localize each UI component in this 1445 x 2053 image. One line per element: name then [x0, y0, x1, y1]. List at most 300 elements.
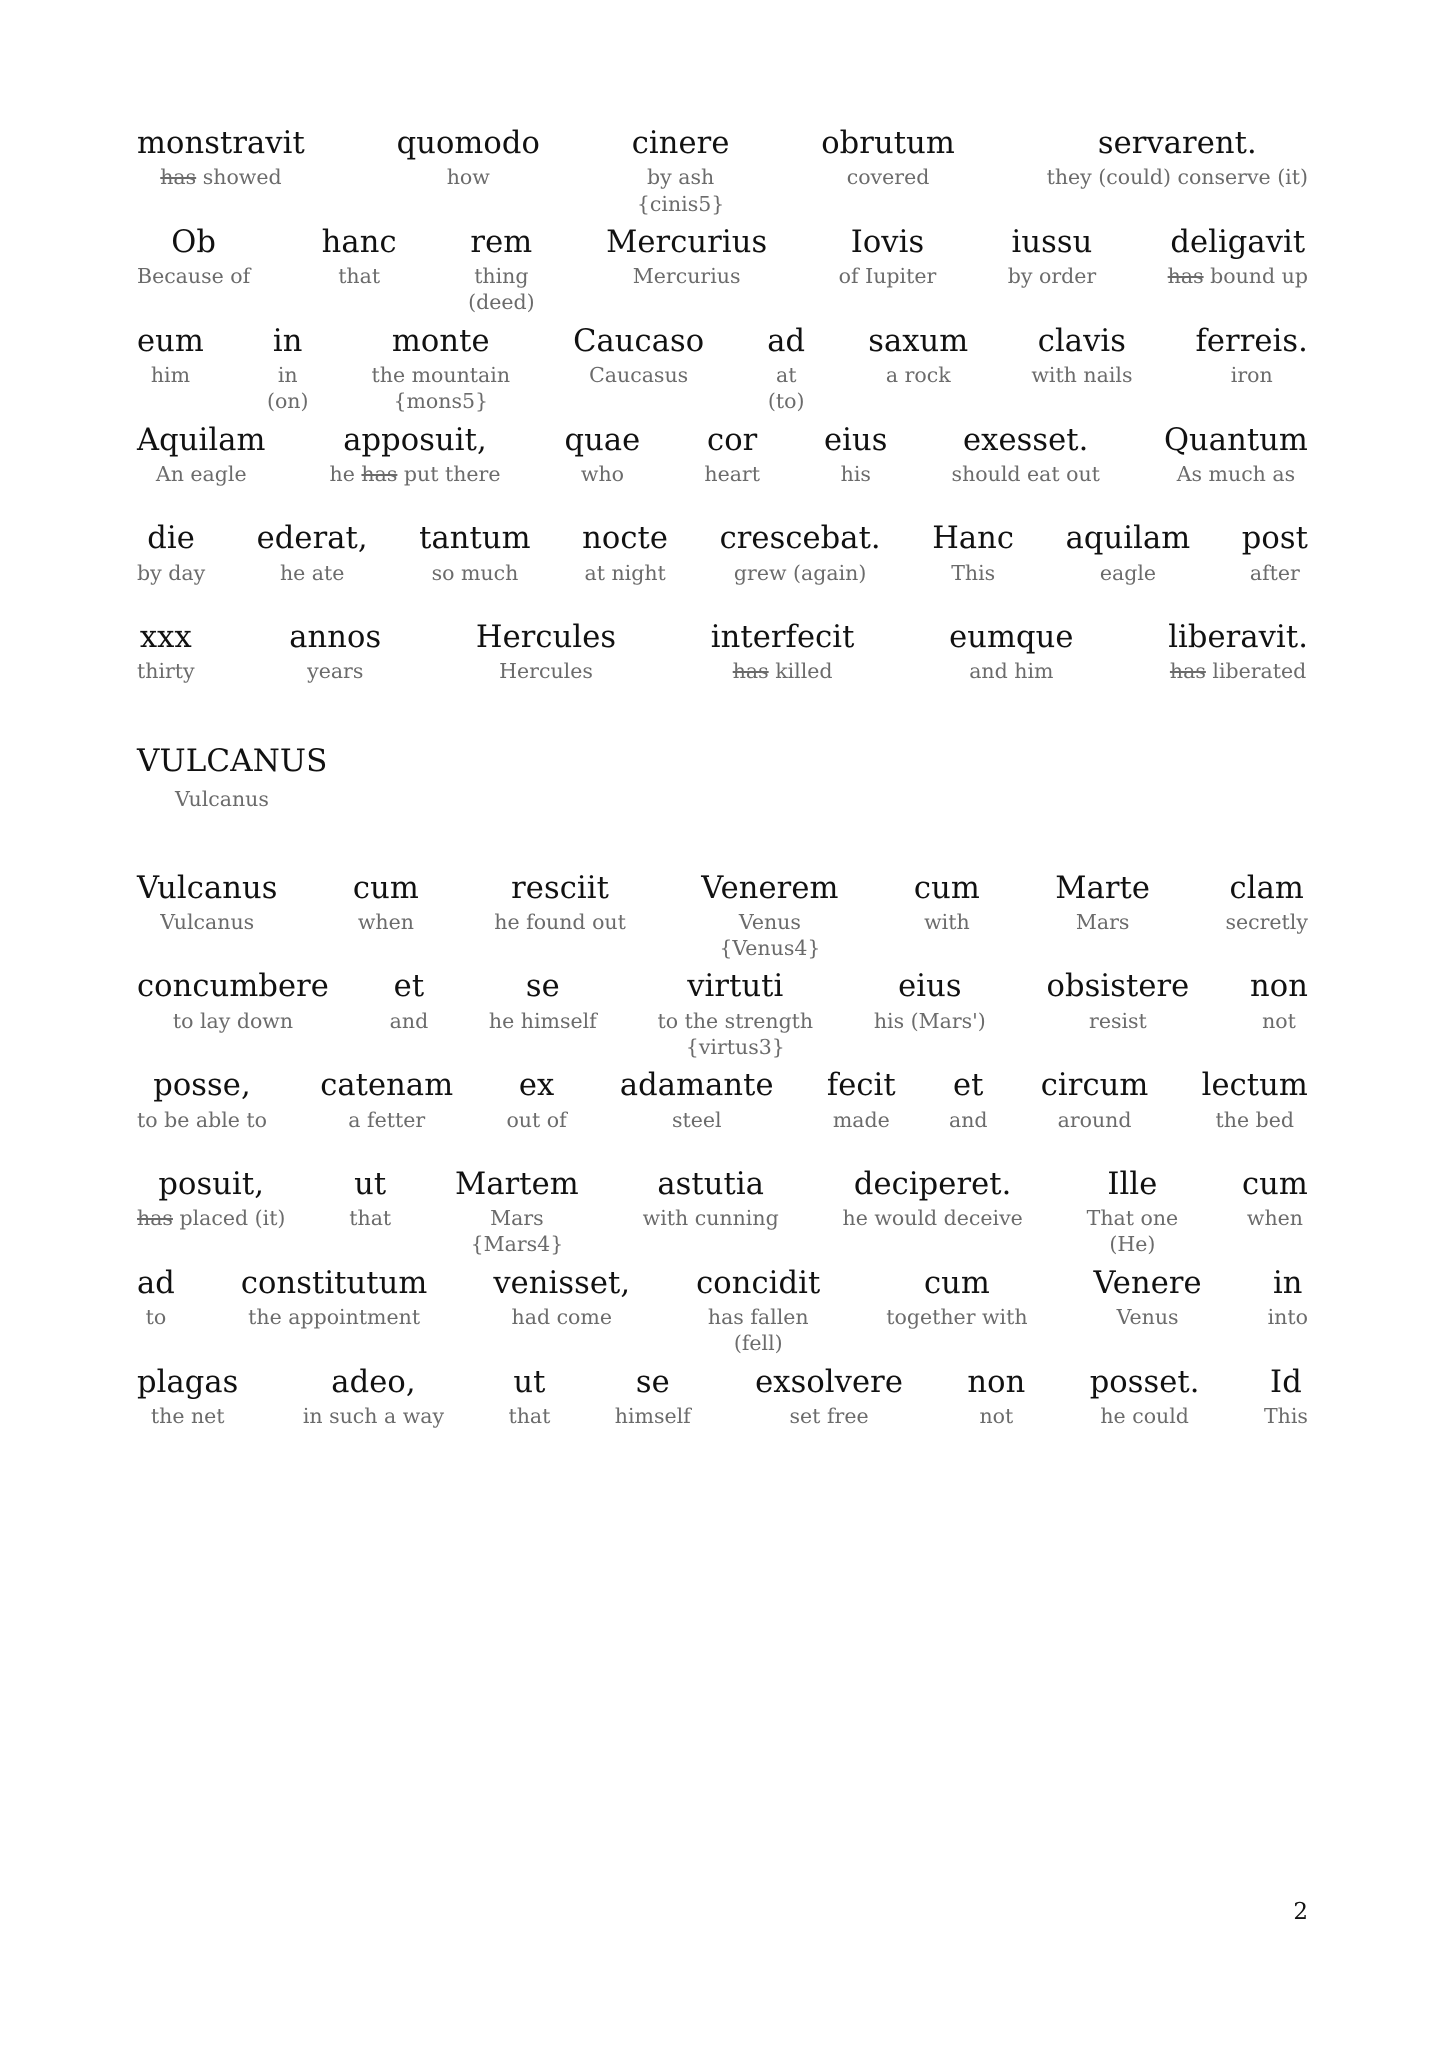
word-gloss-pair	[886, 1266, 1027, 1331]
latin-word: lectum	[1201, 1068, 1308, 1104]
gloss-secondary-line: {Mars4}	[470, 1232, 564, 1257]
word-gloss-pair	[372, 324, 511, 415]
gloss-text: Venus	[738, 909, 801, 934]
gloss-text: to be able to	[137, 1107, 267, 1132]
section-heading-latin: VULCANUS	[137, 743, 328, 780]
latin-word: Mercurius	[606, 224, 768, 260]
gloss-line	[733, 658, 833, 684]
gloss-text: in such a way	[302, 1403, 445, 1428]
gloss-text: the appointment	[248, 1305, 421, 1330]
gloss-text: Hercules	[499, 659, 593, 684]
gloss-line	[633, 263, 741, 289]
latin-word: eum	[137, 323, 204, 359]
latin-word: cum	[352, 870, 419, 906]
gloss-text: and	[948, 1107, 988, 1132]
gloss-text: grew (again)	[733, 560, 867, 585]
gloss-text: years	[307, 659, 364, 684]
gloss-line	[790, 1403, 869, 1429]
gloss-text: when	[1246, 1206, 1304, 1231]
gloss-line	[348, 1107, 425, 1133]
word-gloss-pair	[701, 871, 838, 962]
latin-word: eius	[824, 422, 888, 458]
gloss-line	[303, 1403, 444, 1429]
gloss-line	[1100, 560, 1156, 586]
gloss-line	[137, 1205, 285, 1231]
gloss-line	[1262, 1008, 1296, 1034]
interlinear-line	[137, 969, 1308, 1060]
gloss-line	[886, 362, 951, 388]
latin-word: Hanc	[932, 521, 1015, 557]
latin-word: catenam	[320, 1068, 454, 1104]
word-gloss-pair	[489, 969, 597, 1034]
latin-word: xxx	[139, 619, 192, 655]
word-gloss-pair	[390, 969, 429, 1034]
word-gloss-pair	[419, 521, 531, 586]
gloss-text: who	[580, 461, 624, 486]
gloss-text: heart	[704, 461, 760, 486]
gloss-secondary-line: (fell)	[733, 1331, 783, 1356]
word-gloss-pair	[573, 324, 704, 389]
word-gloss-pair	[137, 969, 329, 1034]
latin-word: nocte	[582, 521, 669, 557]
word-gloss-pair	[582, 521, 668, 586]
latin-word: hanc	[321, 224, 397, 260]
gloss-text: the mountain	[371, 363, 511, 388]
gloss-text: had come	[511, 1305, 612, 1330]
latin-word: Caucaso	[573, 323, 705, 359]
word-gloss-pair	[657, 969, 813, 1060]
word-gloss-pair	[508, 1365, 550, 1430]
latin-word: in	[272, 323, 303, 359]
latin-word: Hercules	[475, 619, 617, 655]
word-gloss-pair	[257, 521, 368, 586]
interlinear-line	[137, 423, 1308, 488]
latin-word: die	[147, 521, 195, 557]
latin-word: posse,	[153, 1068, 251, 1104]
gloss-line	[708, 1304, 809, 1330]
gloss-line	[499, 658, 593, 684]
interlinear-line	[137, 871, 1308, 962]
word-gloss-pair	[952, 423, 1100, 488]
latin-word: concumbere	[137, 969, 329, 1005]
word-gloss-pair	[914, 871, 980, 936]
word-gloss-pair	[696, 1266, 820, 1357]
latin-word: ferreis.	[1195, 323, 1308, 359]
gloss-line	[952, 461, 1100, 487]
word-gloss-pair	[137, 1068, 267, 1133]
latin-word: Venere	[1093, 1265, 1202, 1301]
latin-word: eius	[898, 969, 962, 1005]
gloss-struck-word: has	[160, 165, 197, 190]
latin-word: ut	[513, 1364, 546, 1400]
gloss-text: his (Mars')	[873, 1008, 986, 1033]
gloss-text: how	[446, 165, 490, 190]
gloss-text: he could	[1100, 1403, 1189, 1428]
word-gloss-pair	[137, 423, 266, 488]
word-gloss-pair	[711, 620, 855, 685]
latin-word: quomodo	[396, 126, 540, 161]
gloss-line	[1089, 1008, 1147, 1034]
word-gloss-pair	[322, 225, 397, 290]
word-gloss-pair	[494, 871, 626, 936]
word-gloss-pair	[949, 1068, 988, 1133]
latin-word: non	[1250, 969, 1308, 1005]
latin-word: apposuit,	[343, 422, 487, 458]
latin-word: tantum	[419, 521, 531, 557]
word-gloss-pair	[868, 324, 968, 389]
gloss-line	[278, 362, 298, 388]
gloss-line	[951, 560, 995, 586]
gloss-text: This	[1263, 1403, 1308, 1428]
gloss-text: not	[1262, 1008, 1296, 1033]
gloss-text: that	[508, 1403, 551, 1428]
word-gloss-pair	[137, 620, 195, 685]
vertical-spacer	[137, 594, 1308, 620]
gloss-text: An eagle	[155, 461, 247, 486]
word-gloss-pair	[289, 620, 381, 685]
word-gloss-pair	[620, 1068, 774, 1133]
gloss-line	[330, 461, 501, 487]
word-gloss-pair	[353, 871, 419, 936]
latin-word: crescebat.	[719, 521, 881, 557]
gloss-line	[1247, 1205, 1303, 1231]
word-gloss-pair	[1087, 1167, 1179, 1258]
gloss-text: he found out	[494, 909, 626, 934]
word-gloss-pair	[1041, 1068, 1149, 1133]
gloss-text: thing	[474, 264, 529, 289]
word-gloss-pair	[843, 1167, 1023, 1232]
word-gloss-pair	[397, 126, 540, 191]
gloss-line	[1264, 1403, 1308, 1429]
gloss-line	[280, 560, 344, 586]
word-gloss-pair	[137, 871, 277, 936]
latin-word: posuit,	[158, 1166, 265, 1202]
gloss-line	[447, 164, 490, 190]
interlinear-text-body	[137, 126, 1308, 1429]
gloss-text: himself	[614, 1403, 691, 1428]
word-gloss-pair	[839, 225, 937, 290]
interlinear-line	[137, 324, 1308, 415]
latin-word: post	[1241, 521, 1308, 557]
word-gloss-pair	[1196, 324, 1308, 389]
word-gloss-pair	[1250, 969, 1308, 1034]
word-gloss-pair	[455, 1167, 579, 1258]
gloss-secondary-line: {Venus4}	[719, 936, 821, 961]
latin-word: Ob	[171, 224, 216, 260]
gloss-text: in	[277, 363, 298, 388]
word-gloss-pair	[1168, 620, 1308, 685]
gloss-prefix: he	[329, 461, 355, 486]
latin-word: cum	[923, 1265, 990, 1301]
gloss-text: that	[349, 1206, 392, 1231]
latin-word: exesset.	[963, 422, 1089, 458]
word-gloss-pair	[606, 225, 767, 290]
gloss-struck-word: has	[1167, 264, 1204, 289]
gloss-line	[1170, 658, 1306, 684]
gloss-text: after	[1249, 560, 1300, 585]
latin-word: Martem	[455, 1166, 579, 1202]
gloss-line	[1100, 1403, 1189, 1429]
word-gloss-pair	[137, 1167, 285, 1232]
gloss-text: killed	[775, 659, 833, 684]
latin-word: ut	[354, 1166, 387, 1202]
word-gloss-pair	[137, 225, 250, 290]
gloss-struck-word: has	[137, 1206, 173, 1231]
gloss-secondary-line: {mons5}	[393, 389, 489, 414]
word-gloss-pair	[241, 1266, 428, 1331]
gloss-text: out of	[506, 1107, 567, 1132]
latin-word: Iovis	[850, 224, 925, 260]
gloss-text: As much as	[1176, 461, 1296, 486]
latin-word: constitutum	[240, 1265, 428, 1301]
gloss-line	[969, 658, 1053, 684]
gloss-text: steel	[671, 1107, 722, 1132]
gloss-line	[1117, 1304, 1179, 1330]
word-gloss-pair	[1242, 521, 1308, 586]
gloss-text: made	[832, 1107, 890, 1132]
latin-word: Venerem	[701, 870, 839, 906]
latin-word: Id	[1270, 1364, 1302, 1400]
word-gloss-pair	[1202, 1068, 1308, 1133]
gloss-line	[372, 362, 511, 388]
gloss-line	[1076, 909, 1130, 935]
word-gloss-pair	[824, 423, 888, 488]
gloss-line	[137, 658, 195, 684]
gloss-line	[1250, 560, 1300, 586]
latin-word: Quantum	[1163, 422, 1308, 458]
word-gloss-pair	[137, 1365, 238, 1430]
latin-word: obrutum	[821, 126, 955, 161]
gloss-text: they (could) conserve (it)	[1046, 165, 1308, 190]
gloss-text: with cunning	[642, 1206, 779, 1231]
gloss-text: into	[1267, 1305, 1308, 1330]
latin-word: quae	[564, 422, 641, 458]
gloss-line	[739, 909, 801, 935]
word-gloss-pair	[267, 324, 309, 415]
word-gloss-pair	[137, 126, 305, 191]
gloss-secondary-line: {cinis5}	[636, 191, 725, 216]
gloss-line	[843, 1205, 1023, 1231]
gloss-line	[151, 362, 190, 388]
gloss-text: and him	[969, 659, 1054, 684]
word-gloss-pair	[632, 126, 730, 217]
gloss-line	[432, 560, 519, 586]
gloss-line	[474, 263, 528, 289]
latin-word: fecit	[826, 1068, 896, 1104]
gloss-line	[833, 1107, 890, 1133]
gloss-text: at	[775, 363, 797, 388]
latin-word: astutia	[657, 1166, 764, 1202]
gloss-text: a fetter	[348, 1107, 426, 1132]
word-gloss-pair	[476, 620, 616, 685]
gloss-text: Mars	[490, 1206, 544, 1231]
latin-word: se	[635, 1364, 670, 1400]
gloss-line	[847, 164, 930, 190]
interlinear-line	[137, 1167, 1308, 1258]
latin-word: annos	[289, 619, 382, 655]
interlinear-line	[137, 1266, 1308, 1357]
word-gloss-pair	[137, 521, 205, 586]
gloss-line	[173, 1008, 293, 1034]
gloss-text: covered	[846, 165, 930, 190]
latin-word: se	[525, 969, 560, 1005]
gloss-line	[1177, 461, 1295, 487]
latin-word: monte	[391, 323, 490, 359]
gloss-text: eagle	[1099, 560, 1157, 585]
word-gloss-pair	[827, 1068, 896, 1133]
word-gloss-pair	[755, 1365, 903, 1430]
gloss-line	[841, 461, 871, 487]
word-gloss-pair	[565, 423, 641, 488]
gloss-text: his	[840, 461, 871, 486]
latin-word: posset.	[1089, 1364, 1200, 1400]
word-gloss-pair	[821, 126, 955, 191]
latin-word: servarent.	[1097, 126, 1257, 161]
latin-word: clavis	[1037, 323, 1127, 359]
interlinear-line	[137, 1365, 1308, 1430]
gloss-text: That one	[1086, 1206, 1179, 1231]
section-heading	[137, 744, 1308, 812]
gloss-secondary-line: {virtus3}	[685, 1035, 785, 1059]
latin-word: concidit	[696, 1265, 821, 1301]
word-gloss-pair	[767, 324, 805, 415]
gloss-text: by order	[1007, 264, 1097, 289]
gloss-line	[1047, 164, 1308, 190]
latin-word: clam	[1229, 870, 1304, 906]
gloss-text: with nails	[1031, 363, 1133, 388]
word-gloss-pair	[349, 1167, 391, 1232]
gloss-text: so much	[431, 560, 519, 585]
word-gloss-pair	[1055, 871, 1150, 936]
gloss-text: put there	[403, 461, 501, 486]
gloss-line	[1058, 1107, 1132, 1133]
latin-word: deciperet.	[853, 1166, 1012, 1202]
latin-word: eumque	[949, 619, 1074, 655]
gloss-line	[1225, 909, 1307, 935]
gloss-line	[137, 1107, 267, 1133]
gloss-line	[581, 461, 624, 487]
vertical-spacer	[137, 495, 1308, 521]
latin-word: in	[1272, 1265, 1303, 1301]
gloss-line	[151, 1403, 225, 1429]
gloss-text: that	[338, 264, 381, 289]
gloss-struck-word: has	[732, 659, 769, 684]
word-gloss-pair	[506, 1068, 566, 1133]
gloss-text: Caucasus	[589, 363, 689, 388]
word-gloss-pair	[874, 969, 986, 1034]
gloss-line	[1168, 263, 1308, 289]
gloss-text: Because of	[137, 264, 251, 289]
gloss-text: with	[924, 909, 970, 934]
latin-word: exsolvere	[755, 1364, 903, 1400]
interlinear-line	[137, 521, 1308, 586]
gloss-text: together with	[886, 1305, 1028, 1330]
latin-word: resciit	[511, 870, 609, 906]
gloss-line	[979, 1403, 1013, 1429]
gloss-text: to lay down	[172, 1008, 294, 1033]
gloss-line	[734, 560, 866, 586]
page-number: 2	[1293, 1899, 1308, 1925]
gloss-text: should eat out	[951, 461, 1100, 486]
latin-word: monstravit	[137, 126, 305, 161]
word-gloss-pair	[330, 423, 501, 488]
gloss-text: and	[389, 1008, 429, 1033]
word-gloss-pair	[1093, 1266, 1201, 1331]
gloss-text: he himself	[488, 1008, 597, 1033]
gloss-line	[924, 909, 970, 935]
latin-word: plagas	[137, 1364, 239, 1400]
gloss-line	[1031, 362, 1132, 388]
word-gloss-pair	[468, 225, 535, 316]
gloss-text: showed	[202, 165, 282, 190]
gloss-line	[248, 1304, 420, 1330]
gloss-secondary-line: (on)	[266, 389, 309, 414]
gloss-text: the net	[150, 1403, 225, 1428]
latin-word: ad	[137, 1265, 175, 1301]
word-gloss-pair	[1066, 521, 1191, 586]
word-gloss-pair	[1090, 1365, 1200, 1430]
gloss-text: thirty	[137, 659, 195, 684]
gloss-text: he would deceive	[842, 1206, 1023, 1231]
gloss-line	[137, 560, 205, 586]
word-gloss-pair	[967, 1365, 1025, 1430]
word-gloss-pair	[1264, 1365, 1308, 1430]
gloss-line	[615, 1403, 691, 1429]
gloss-secondary-line: (deed)	[468, 290, 535, 315]
gloss-text: resist	[1089, 1008, 1147, 1033]
gloss-text: has fallen	[707, 1305, 809, 1330]
gloss-secondary-line: (He)	[1109, 1232, 1156, 1257]
gloss-text: by day	[137, 560, 206, 585]
gloss-line	[886, 1304, 1027, 1330]
gloss-text: Mercurius	[632, 264, 741, 289]
gloss-text: at night	[584, 560, 666, 585]
latin-word: ad	[767, 323, 806, 359]
gloss-line	[874, 1008, 986, 1034]
interlinear-line	[137, 225, 1308, 316]
gloss-text: to the strength	[657, 1008, 814, 1033]
gloss-text: a rock	[885, 363, 951, 388]
gloss-text: of Iupiter	[838, 264, 937, 289]
interlinear-line	[137, 126, 1308, 217]
word-gloss-pair	[1225, 871, 1307, 936]
vertical-spacer	[137, 1141, 1308, 1167]
word-gloss-pair	[1031, 324, 1132, 389]
gloss-text: liberated	[1212, 659, 1307, 684]
latin-word: Ille	[1107, 1166, 1158, 1202]
gloss-text: Mars	[1075, 909, 1130, 934]
gloss-line	[137, 263, 250, 289]
word-gloss-pair	[320, 1068, 453, 1133]
word-gloss-pair	[1047, 126, 1308, 191]
gloss-text: he ate	[279, 560, 345, 585]
latin-word: virtuti	[687, 969, 784, 1005]
gloss-line	[349, 1205, 391, 1231]
latin-word: obsistere	[1046, 969, 1190, 1005]
latin-word: iussu	[1011, 224, 1093, 260]
gloss-text: not	[979, 1403, 1014, 1428]
latin-word: et	[952, 1068, 984, 1104]
latin-word: cum	[1242, 1166, 1308, 1202]
gloss-line	[643, 1205, 779, 1231]
gloss-struck-word: has	[1169, 659, 1206, 684]
latin-word: circum	[1040, 1068, 1149, 1104]
latin-word: Vulcanus	[137, 870, 278, 906]
latin-word: ex	[518, 1068, 555, 1104]
gloss-line	[160, 164, 281, 190]
word-gloss-pair	[643, 1167, 779, 1232]
latin-word: cum	[913, 870, 980, 906]
